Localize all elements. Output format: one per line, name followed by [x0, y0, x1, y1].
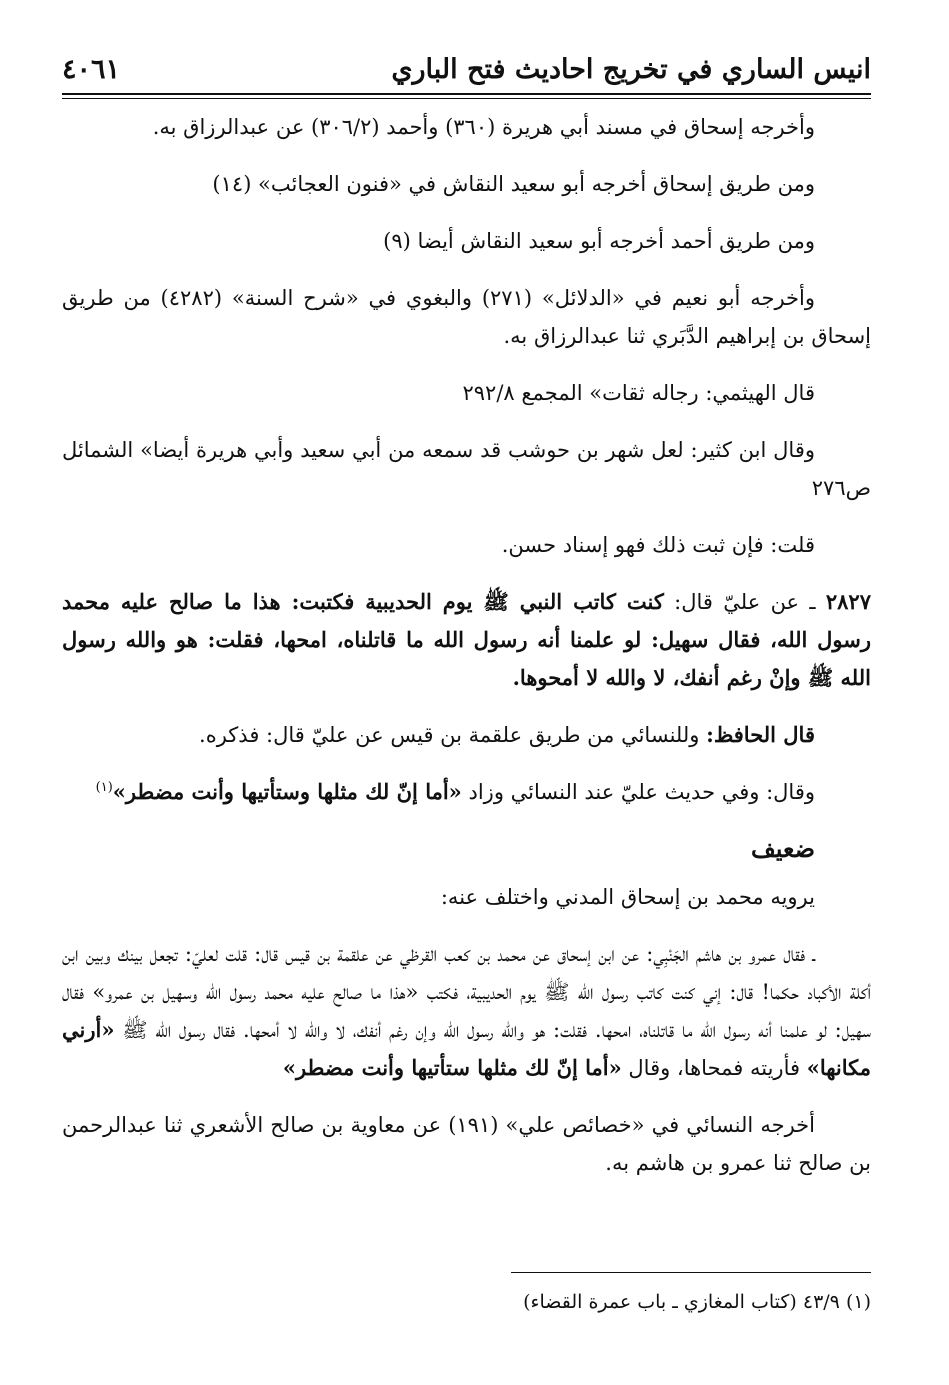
main-text: [62, 108, 871, 1201]
paragraph-4: وأخرجه أبو نعيم في «الدلائل» (٢٧١) والبغوي في «شرح السنة» (٤٢٨٢) من طريق إسحاق بن إبراهيم الدَّبَري ثنا عبدالرزاق به.: [62, 286, 871, 348]
page-header: [62, 50, 871, 94]
amr-narration: [62, 935, 871, 1087]
nasai-addition: [62, 773, 871, 811]
final-paragraph: أخرجه النسائي في «خصائص علي» (١٩١) عن معاوية بن صالح الأشعري ثنا عبدالرحمن بن صالح ثنا عمرو بن هاشم به.: [62, 1113, 871, 1175]
amr-quote-2: «أما إنّ لك مثلها ستأتيها وأنت مضطر»: [282, 1055, 622, 1080]
page-number: ٤٠٦١: [62, 54, 121, 85]
hadith-intro: ـ عن عليّ قال:: [663, 590, 826, 614]
amr-middle: فأريته فمحاها، وقال: [621, 1056, 807, 1080]
paragraph-1: وأخرجه إسحاق في مسند أبي هريرة (٣٦٠) وأحمد (٣٠٦/٢) عن عبدالرزاق به.: [152, 115, 815, 139]
footnote-ref: (١): [95, 780, 113, 795]
paragraph-5: قال الهيثمي: رجاله ثقات» المجمع ٢٩٢/٨: [462, 381, 815, 405]
amr-text: ـ فقال عمرو بن هاشم الجَنْبِي: عن ابن إسحاق عن محمد بن كعب القرظي عن علقمة بن قيس قال: قلت لعليّ: تجعل بينك وبين ابن أكلة الأكباد حكما! قال: إني كنت كاتب رسول الله ﷺ يوم الحديبية، فكتب «هذا ما صالح عليه محمد رسول الله وسهيل بن عمرو» فقال سهيل: لو علمنا أنه رسول الله ما قاتلناه، امحها. فقلت: هو والله رسول الله وإن رغم أنفك، لا والله لا أمحها. فقال رسول الله ﷺ: [62, 942, 871, 1042]
paragraph-3: ومن طريق أحمد أخرجه أبو سعيد النقاش أيضا (٩): [383, 229, 815, 253]
book-title: انيس الساري في تخريج احاديث فتح الباري: [391, 54, 871, 85]
hadith-text: كنت كاتب النبي ﷺ يوم الحديبية فكتبت: هذا ما صالح عليه محمد رسول الله، فقال سهيل: لو علمنا أنه رسول الله ما قاتلناه، امحها، فقلت: هو والله رسول الله ﷺ وإنْ رغم أنفك، لا والله لا أمحوها.: [62, 589, 871, 690]
grade-label: ضعيف: [750, 834, 815, 863]
hafiz-text: وللنسائي من طريق علقمة بن قيس عن عليّ قال: فذكره.: [199, 723, 707, 747]
hafiz-paragraph: [62, 716, 871, 754]
nasai-quote: «أما إنّ لك مثلها وستأتيها وأنت مضطر»: [112, 779, 462, 804]
nasai-prefix: وقال: وفي حديث عليّ عند النسائي وزاد: [461, 780, 815, 804]
paragraph-6: وقال ابن كثير: لعل شهر بن حوشب قد سمعه من أبي سعيد وأبي هريرة أيضا» الشمائل ص٢٧٦: [62, 438, 871, 500]
header-rule-thin: [62, 98, 871, 99]
paragraph-2: ومن طريق إسحاق أخرجه أبو سعيد النقاش في «فنون العجائب» (١٤): [212, 172, 815, 196]
header-rule: [62, 93, 871, 95]
footnote-rule: [511, 1272, 871, 1273]
paragraph-7: قلت: فإن ثبت ذلك فهو إسناد حسن.: [501, 533, 815, 557]
footnote: (١) ٤٣/٩ (كتاب المغازي ـ باب عمرة القضاء): [523, 1291, 871, 1313]
hadith-number: ٢٨٢٧: [825, 589, 871, 614]
hafiz-label: قال الحافظ:: [706, 722, 815, 747]
amr-quote-1: «أرني مكانها»: [62, 1017, 871, 1080]
narrators-intro: يرويه محمد بن إسحاق المدني واختلف عنه:: [440, 885, 815, 909]
hadith-block: [62, 583, 871, 697]
